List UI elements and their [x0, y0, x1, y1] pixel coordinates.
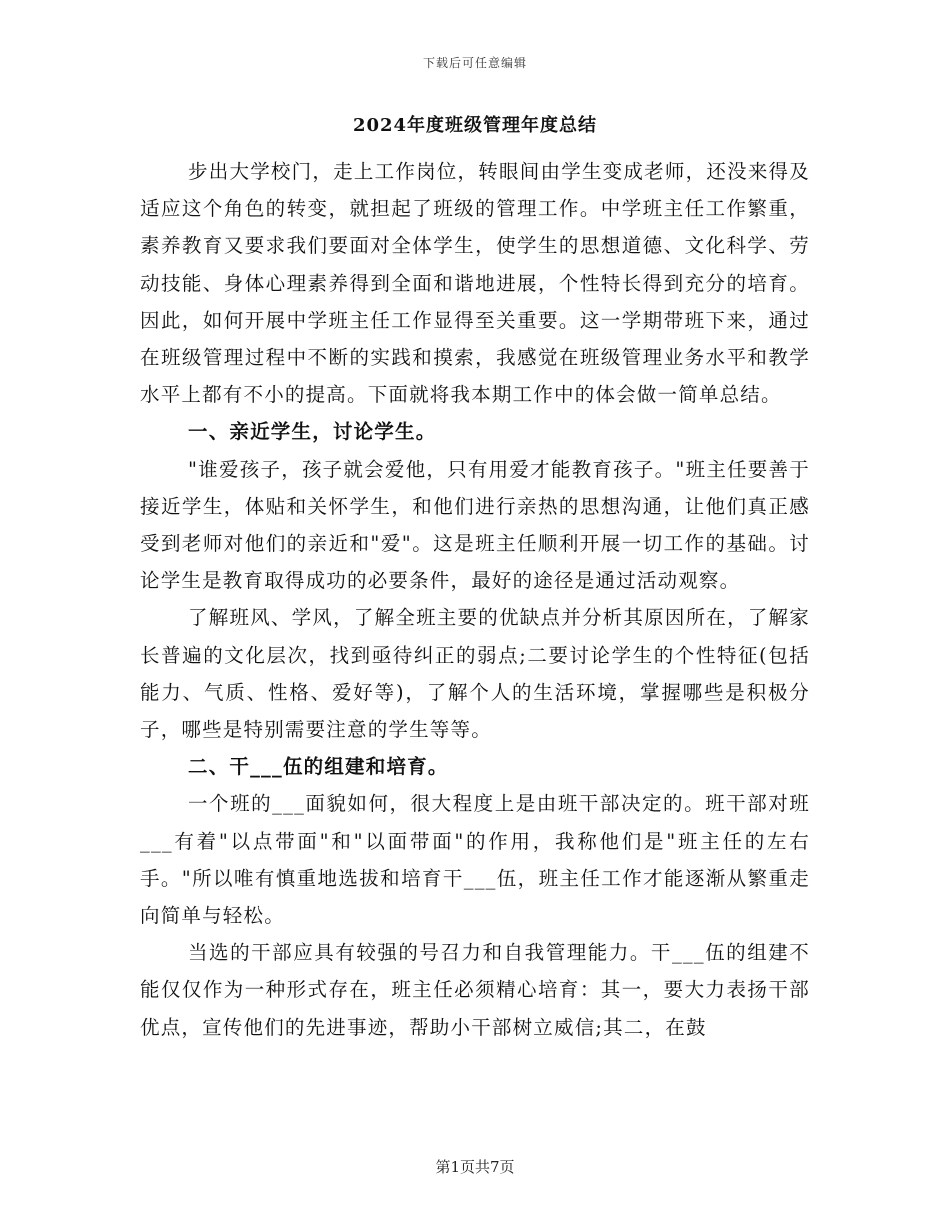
paragraph-intro: 步出大学校门，走上工作岗位，转眼间由学生变成老师，还没来得及适应这个角色的转变，就担起了班级的管理工作。中学班主任工作繁重，素养教育又要求我们要面对全体学生，使学生的思想道德、文化科学、劳动技能、身体心理素养得到全面和谐地进展，个性特长得到充分的培育。因此，如何开展中学班主任工作显得至关重要。这一学期带班下来，通过在班级管理过程中不断的实践和摸索，我感觉在班级管理业务水平和教学水平上都有不小的提高。下面就将我本期工作中的体会做一简单总结。 [140, 160, 810, 407]
paragraph-cadre-training: 当选的干部应具有较强的号召力和自我管理能力。干___伍的组建不能仅仅作为一种形式存在，班主任必须精心培育：其一，要大力表扬干部优点，宣传他们的先进事迹，帮助小干部树立威信;其二，在鼓 [140, 941, 810, 1039]
paragraph-love-students: "谁爱孩子，孩子就会爱他，只有用爱才能教育孩子。"班主任要善于接近学生，体贴和关怀学生，和他们进行亲热的思想沟通，让他们真正感受到老师对他们的亲近和"爱"。这是班主任顺利开展一切工作的基础。讨论学生是教育取得成功的必要条件，最好的途径是通过活动观察。 [140, 457, 810, 593]
paragraph-class-cadres: 一个班的___面貌如何，很大程度上是由班干部决定的。班干部对班___有着"以点带面"和"以面带面"的作用，我称他们是"班主任的左右手。"所以唯有慎重地选拔和培育干___伍，班主任工作才能逐渐从繁重走向简单与轻松。 [140, 792, 810, 928]
document-title: 2024年度班级管理年度总结 [352, 115, 598, 136]
section-heading-2: 二、干___伍的组建和培育。 [188, 755, 449, 779]
section-heading-1: 一、亲近学生，讨论学生。 [188, 420, 437, 444]
page-header: 下载后可任意编辑 [422, 56, 527, 70]
page-footer: 第1页共7页 [435, 1158, 515, 1176]
paragraph-understand-class: 了解班风、学风，了解全班主要的优缺点并分析其原因所在，了解家长普遍的文化层次，找到亟待纠正的弱点;二要讨论学生的个性特征(包括能力、气质、性格、爱好等)，了解个人的生活环境，掌握哪些是积极分子，哪些是特别需要注意的学生等等。 [140, 606, 810, 742]
document-body [140, 113, 810, 1046]
